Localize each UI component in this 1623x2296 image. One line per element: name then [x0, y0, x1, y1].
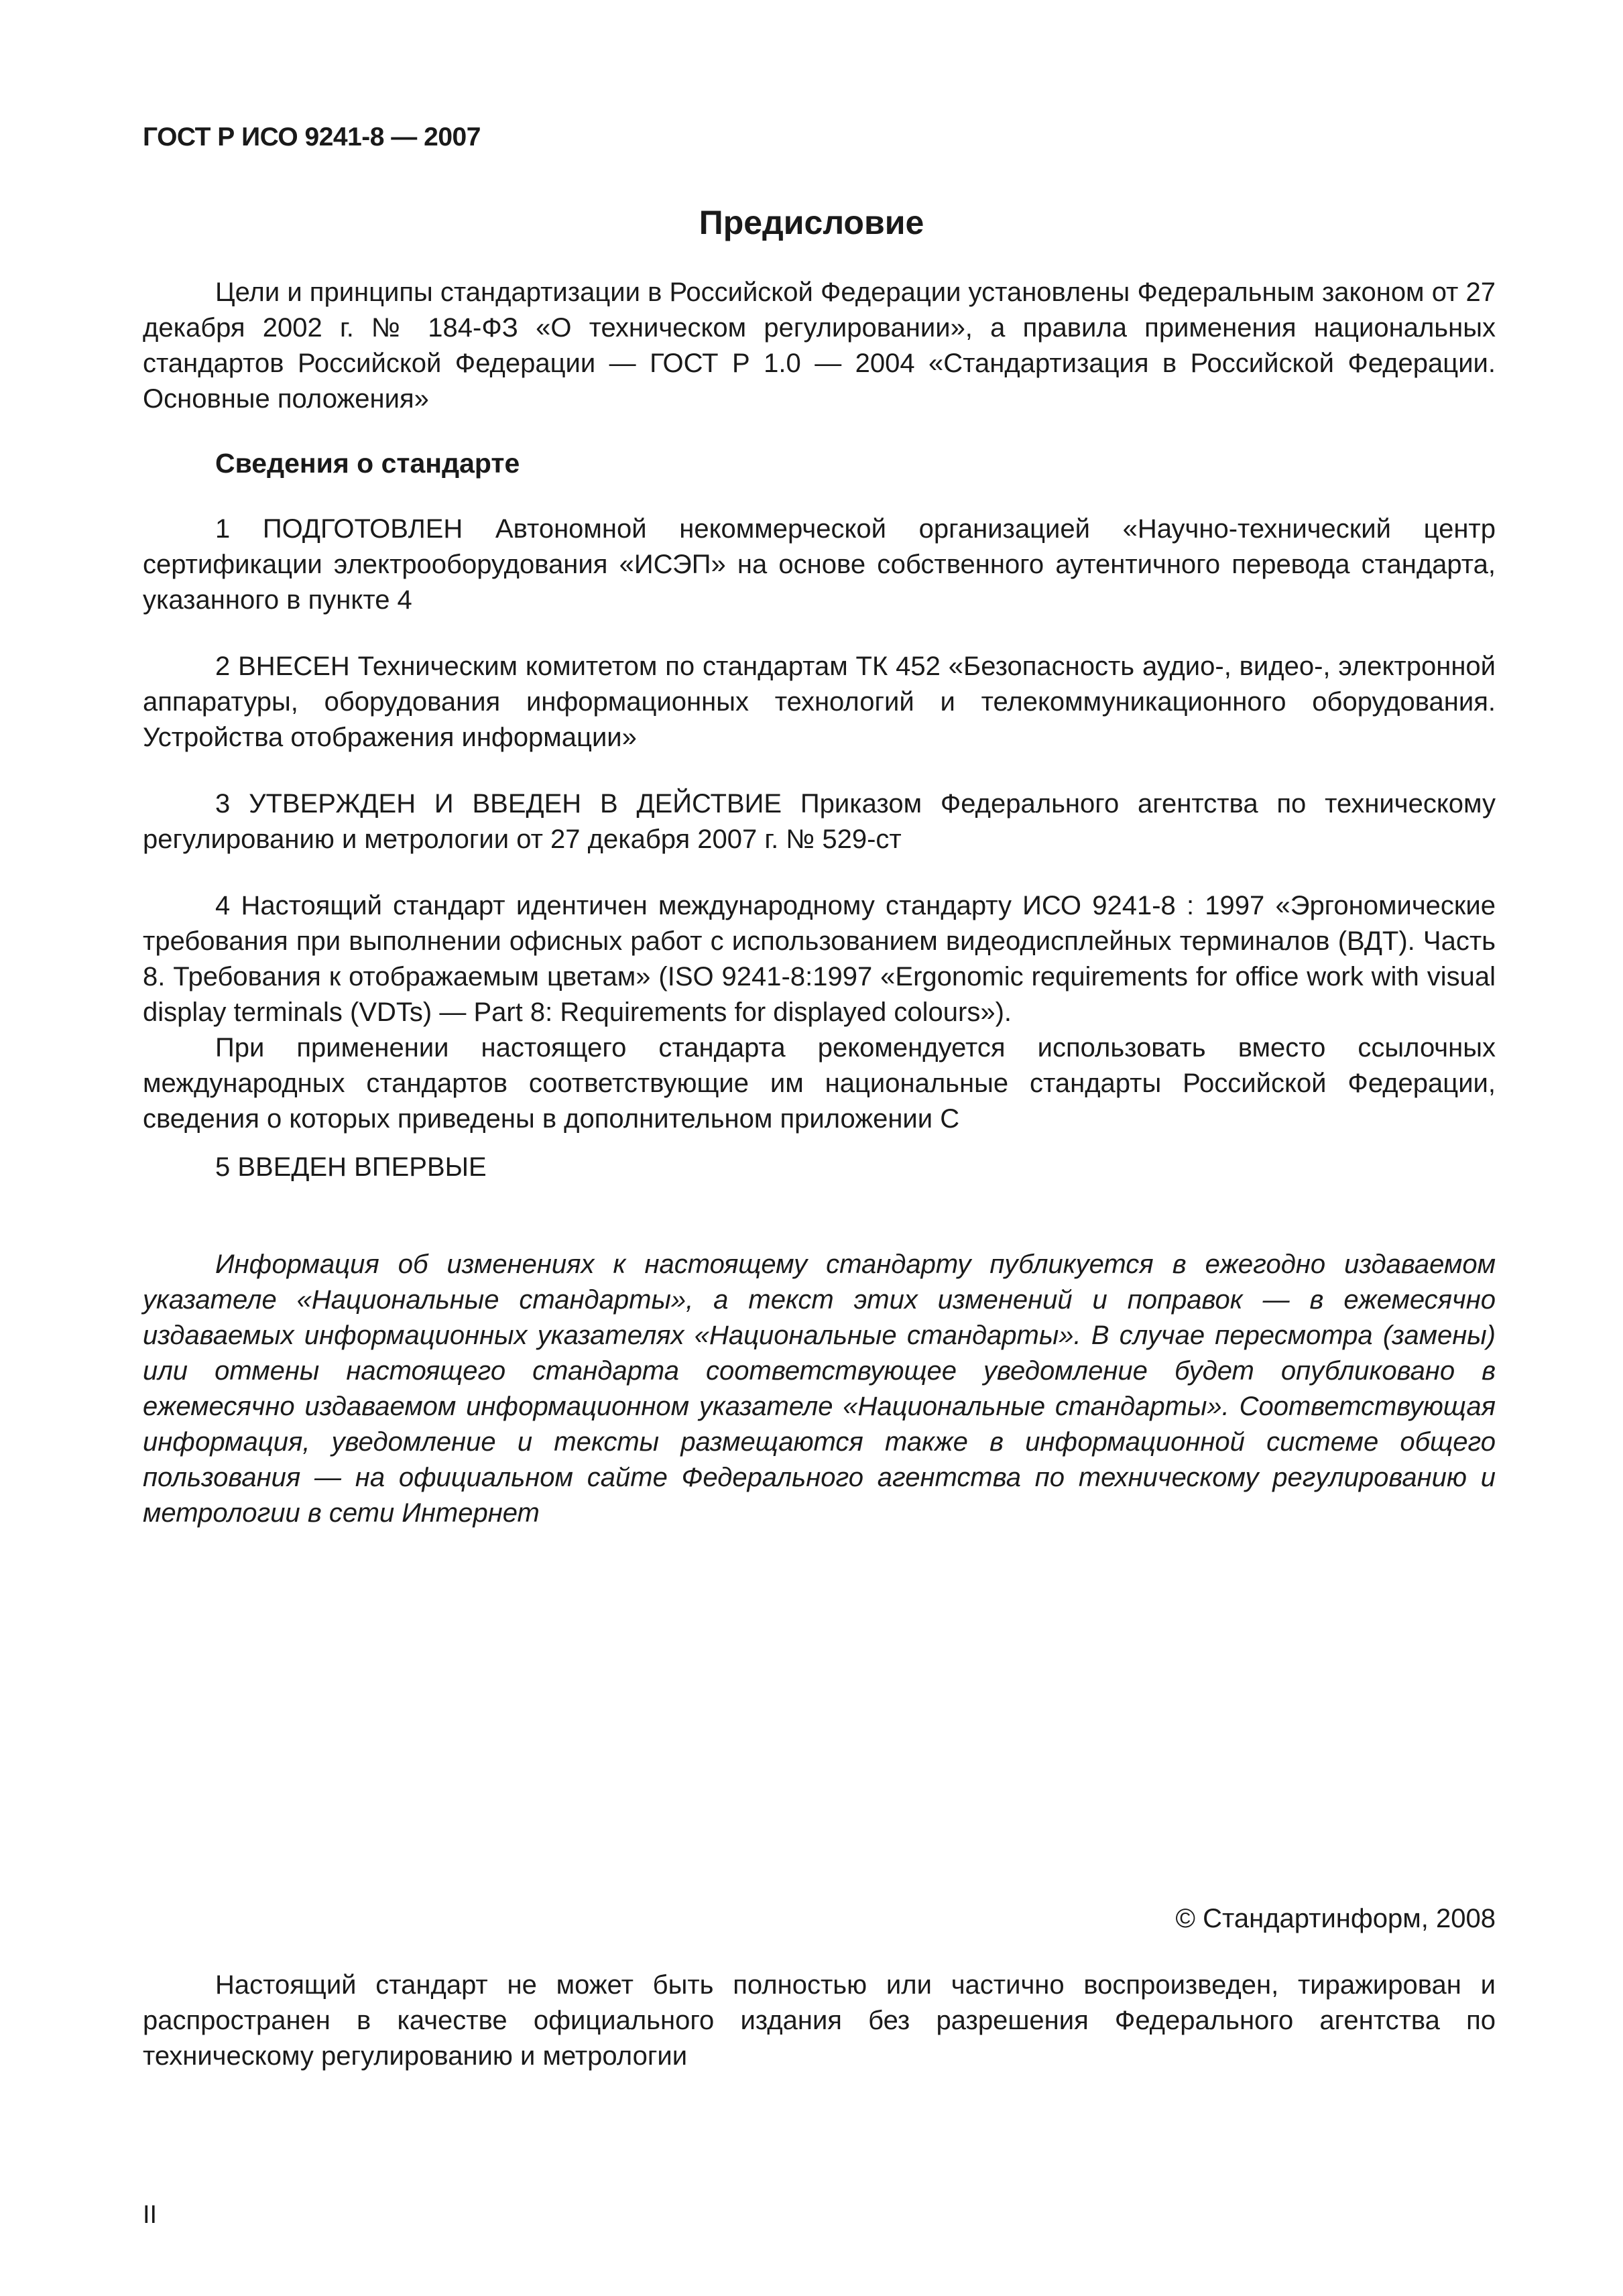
- copyright-notice: © Стандартинформ, 2008: [1175, 1904, 1496, 1933]
- item-1-text: 1 ПОДГОТОВЛЕН Автономной некоммерческой организацией «Научно-технический центр сертификации электрооборудования «ИСЭП» на основе собственного аутентичного перевода стандарта, указанного в пункте 4: [143, 514, 1496, 615]
- restriction-text: Настоящий стандарт не может быть полностью или частично воспроизведен, тиражирован и распространен в качестве официального издания без разрешения Федерального агентства по техническому регулированию и метрологии: [143, 1970, 1496, 2071]
- item-4-text: 4 Настоящий стандарт идентичен международному стандарту ИСО 9241-8 : 1997 «Эргономические требования при выполнении офисных работ с использованием видеодисплейных терминалов (ВДТ). Часть 8. Требования к отображаемым цветам» (ISO 9241-8:1997 «Ergonomic requirements for office work with visual display terminals (VDTs) — Part 8: Requirements for displayed colours»).: [143, 891, 1496, 1027]
- intro-paragraph: [143, 275, 1496, 417]
- item-4-paragraph: [143, 888, 1496, 1030]
- changes-notice-text: Информация об изменениях к настоящему стандарту публикуется в ежегодно издаваемом указателе «Национальные стандарты», а текст этих изменений и поправок — в ежемесячно издаваемых информационных указателях «Национальные стандарты». В случае пересмотра (замены) или отмены настоящего стандарта соответствующее уведомление будет опубликовано в ежемесячно издаваемом информационном указателе «Национальные стандарты». Соответствующая информация, уведомление и тексты размещаются также в информационной системе общего пользования — на официальном сайте Федерального агентства по техническому регулированию и метрологии в сети Интернет: [143, 1250, 1496, 1528]
- item-2-text: 2 ВНЕСЕН Техническим комитетом по стандартам ТК 452 «Безопасность аудио-, видео-, электронной аппаратуры, оборудования информационных технологий и телекоммуникационного оборудования. Устройства отображения информации»: [143, 652, 1496, 752]
- item-5-text: 5 ВВЕДЕН ВПЕРВЫЕ: [215, 1152, 487, 1182]
- item-3-paragraph: [143, 786, 1496, 857]
- page-title: Предисловие: [699, 204, 924, 241]
- restriction-paragraph: [143, 1968, 1496, 2074]
- intro-text: Цели и принципы стандартизации в Российской Федерации установлены Федеральным законом от 27 декабря 2002 г. № 184-ФЗ «О техническом регулировании», а правила применения национальных стандартов Российской Федерации — ГОСТ Р 1.0 — 2004 «Стандартизация в Российской Федерации. Основные положения»: [143, 278, 1496, 414]
- item-4-note-paragraph: [143, 1030, 1496, 1137]
- item-1-paragraph: [143, 511, 1496, 618]
- section-heading: Сведения о стандарте: [215, 448, 520, 479]
- page-number: II: [143, 2201, 158, 2229]
- document-code-header: ГОСТ Р ИСО 9241-8 — 2007: [143, 123, 481, 152]
- item-5-paragraph: [143, 1150, 1496, 1185]
- item-4-note-text: При применении настоящего стандарта рекомендуется использовать вместо ссылочных международных стандартов соответствующие им национальные стандарты Российской Федерации, сведения о которых приведены в дополнительном приложении С: [143, 1033, 1496, 1134]
- item-2-paragraph: [143, 649, 1496, 756]
- changes-notice-paragraph: [143, 1247, 1496, 1531]
- item-3-text: 3 УТВЕРЖДЕН И ВВЕДЕН В ДЕЙСТВИЕ Приказом Федерального агентства по техническому регулированию и метрологии от 27 декабря 2007 г. № 529-ст: [143, 789, 1496, 854]
